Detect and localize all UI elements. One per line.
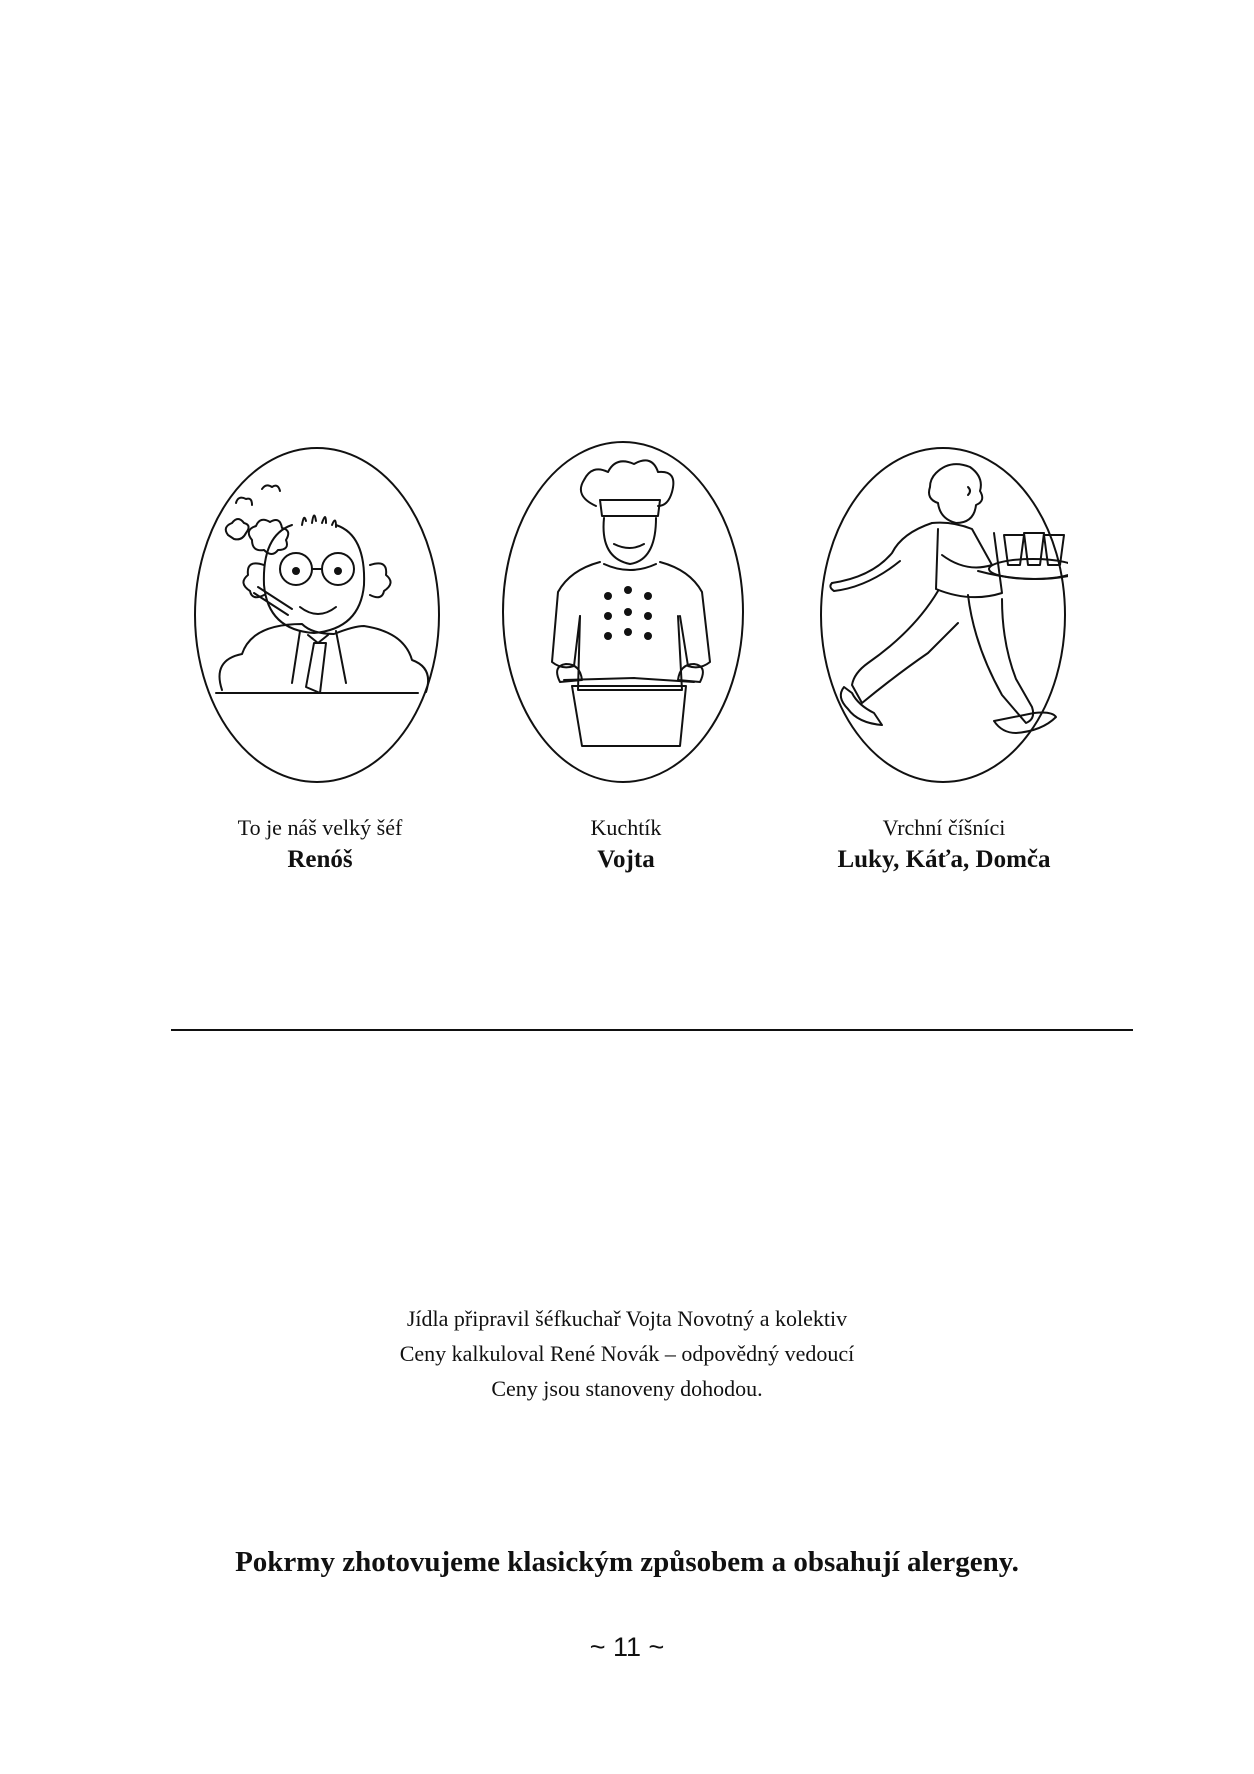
waiter-icon <box>818 445 1068 785</box>
horizontal-divider <box>171 1029 1133 1031</box>
waiters-names: Luky, Káťa, Domča <box>837 846 1051 873</box>
chef-name: Vojta <box>597 846 655 873</box>
credits-line: Ceny kalkuloval René Novák – odpovědný vedoucí <box>399 1341 855 1366</box>
boss-role-caption: To je náš velký šéf <box>237 815 403 840</box>
waiter-portrait <box>818 445 1068 785</box>
page-number: ~ 11 ~ <box>589 1632 665 1662</box>
boss-with-cigar-icon <box>192 445 442 785</box>
chef-portrait <box>500 440 746 785</box>
chef-role-caption: Kuchtík <box>590 815 662 840</box>
waiters-role-caption: Vrchní číšníci <box>882 815 1006 840</box>
credits-block <box>0 1301 1254 1406</box>
boss-name: Renóš <box>287 846 353 873</box>
credits-line: Jídla připravil šéfkuchař Vojta Novotný a kolektiv <box>406 1306 848 1331</box>
chef-icon <box>500 440 746 785</box>
allergen-notice: Pokrmy zhotovujeme klasickým způsobem a obsahují alergeny. <box>235 1546 1019 1578</box>
credits-line: Ceny jsou stanoveny dohodou. <box>491 1376 763 1401</box>
boss-portrait <box>192 445 442 785</box>
